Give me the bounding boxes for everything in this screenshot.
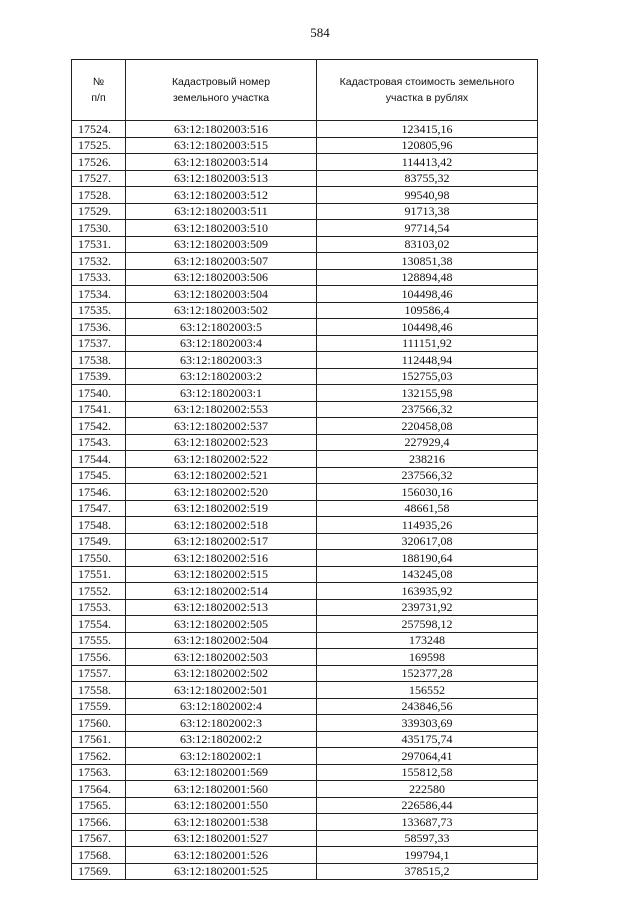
cadastral-cost: 83755,32 — [317, 170, 538, 187]
table-row — [72, 385, 538, 402]
header-cost-line2: участка в рублях — [385, 92, 469, 104]
row-number: 17569. — [72, 863, 126, 880]
row-number: 17535. — [72, 302, 126, 319]
table-row — [72, 302, 538, 319]
row-number: 17525. — [72, 137, 126, 154]
table-row — [72, 632, 538, 649]
row-number: 17548. — [72, 517, 126, 534]
table-row — [72, 269, 538, 286]
table-row — [72, 649, 538, 666]
cadastral-number: 63:12:1802002:516 — [126, 550, 317, 567]
row-number: 17552. — [72, 583, 126, 600]
row-number: 17544. — [72, 451, 126, 468]
table-row — [72, 731, 538, 748]
cadastral-number: 63:12:1802001:538 — [126, 814, 317, 831]
table-row — [72, 715, 538, 732]
cadastral-number: 63:12:1802003:504 — [126, 286, 317, 303]
cadastral-number: 63:12:1802002:501 — [126, 682, 317, 699]
table-row — [72, 682, 538, 699]
cadastral-number: 63:12:1802002:521 — [126, 467, 317, 484]
row-number: 17559. — [72, 698, 126, 715]
row-number: 17526. — [72, 154, 126, 171]
cadastral-cost: 226586,44 — [317, 797, 538, 814]
row-number: 17531. — [72, 236, 126, 253]
table-row — [72, 286, 538, 303]
table-row — [72, 154, 538, 171]
row-number: 17566. — [72, 814, 126, 831]
table-row — [72, 665, 538, 682]
cadastral-cost: 238216 — [317, 451, 538, 468]
table-row — [72, 467, 538, 484]
cadastral-cost: 320617,08 — [317, 533, 538, 550]
cadastral-number: 63:12:1802003:515 — [126, 137, 317, 154]
table-header-row — [72, 60, 538, 121]
row-number: 17567. — [72, 830, 126, 847]
cadastral-cost: 83103,02 — [317, 236, 538, 253]
table-row — [72, 352, 538, 369]
cadastral-number: 63:12:1802001:525 — [126, 863, 317, 880]
table-row — [72, 748, 538, 765]
row-number: 17557. — [72, 665, 126, 682]
cadastral-number: 63:12:1802003:3 — [126, 352, 317, 369]
cadastral-cost: 220458,08 — [317, 418, 538, 435]
cadastral-number: 63:12:1802002:520 — [126, 484, 317, 501]
cadastral-number: 63:12:1802002:522 — [126, 451, 317, 468]
row-number: 17546. — [72, 484, 126, 501]
table-row — [72, 253, 538, 270]
table-row — [72, 236, 538, 253]
cadastral-cost: 130851,38 — [317, 253, 538, 270]
cadastral-cost: 133687,73 — [317, 814, 538, 831]
table-body — [72, 121, 538, 880]
cadastral-cost: 297064,41 — [317, 748, 538, 765]
cadastral-cost: 237566,32 — [317, 467, 538, 484]
cadastral-number: 63:12:1802003:502 — [126, 302, 317, 319]
cadastral-cost: 48661,58 — [317, 500, 538, 517]
table-row — [72, 764, 538, 781]
row-number: 17551. — [72, 566, 126, 583]
cadastral-cost: 111151,92 — [317, 335, 538, 352]
row-number: 17542. — [72, 418, 126, 435]
row-number: 17540. — [72, 385, 126, 402]
cadastral-cost: 128894,48 — [317, 269, 538, 286]
cadastral-number: 63:12:1802003:2 — [126, 368, 317, 385]
cadastral-number: 63:12:1802002:515 — [126, 566, 317, 583]
table-row — [72, 401, 538, 418]
cadastral-number: 63:12:1802002:517 — [126, 533, 317, 550]
row-number: 17536. — [72, 319, 126, 336]
cadastral-cost: 120805,96 — [317, 137, 538, 154]
cadastral-number: 63:12:1802001:526 — [126, 847, 317, 864]
cadastral-number: 63:12:1802002:514 — [126, 583, 317, 600]
cadastral-cost: 132155,98 — [317, 385, 538, 402]
cadastral-number: 63:12:1802002:519 — [126, 500, 317, 517]
row-number: 17549. — [72, 533, 126, 550]
cadastral-cost: 143245,08 — [317, 566, 538, 583]
cadastral-number: 63:12:1802003:514 — [126, 154, 317, 171]
row-number: 17547. — [72, 500, 126, 517]
row-number: 17562. — [72, 748, 126, 765]
table-row — [72, 583, 538, 600]
row-number: 17529. — [72, 203, 126, 220]
cadastral-number: 63:12:1802003:516 — [126, 121, 317, 138]
table-row — [72, 418, 538, 435]
cadastral-cost: 156030,16 — [317, 484, 538, 501]
row-number: 17543. — [72, 434, 126, 451]
table-row — [72, 500, 538, 517]
cadastral-number: 63:12:1802003:507 — [126, 253, 317, 270]
table-row — [72, 187, 538, 204]
row-number: 17561. — [72, 731, 126, 748]
cadastral-cost: 173248 — [317, 632, 538, 649]
header-number — [72, 60, 126, 121]
cadastral-cost: 109586,4 — [317, 302, 538, 319]
cadastral-cost: 155812,58 — [317, 764, 538, 781]
table-row — [72, 203, 538, 220]
row-number: 17553. — [72, 599, 126, 616]
cadastral-number: 63:12:1802003:511 — [126, 203, 317, 220]
cadastral-cost: 199794,1 — [317, 847, 538, 864]
cadastral-cost: 378515,2 — [317, 863, 538, 880]
table-row — [72, 137, 538, 154]
cadastral-number: 63:12:1802002:518 — [126, 517, 317, 534]
cadastral-cost: 339303,69 — [317, 715, 538, 732]
table-row — [72, 121, 538, 138]
cadastral-cost: 163935,92 — [317, 583, 538, 600]
cadastral-cost: 237566,32 — [317, 401, 538, 418]
cadastral-number: 63:12:1802002:3 — [126, 715, 317, 732]
cadastral-cost: 243846,56 — [317, 698, 538, 715]
cadastral-cost: 239731,92 — [317, 599, 538, 616]
table-row — [72, 368, 538, 385]
row-number: 17532. — [72, 253, 126, 270]
cadastral-number: 63:12:1802003:509 — [126, 236, 317, 253]
header-number-line1: № — [92, 76, 105, 88]
table-row — [72, 698, 538, 715]
cadastral-number: 63:12:1802003:5 — [126, 319, 317, 336]
cadastral-cost: 112448,94 — [317, 352, 538, 369]
row-number: 17556. — [72, 649, 126, 666]
cadastral-number: 63:12:1802003:512 — [126, 187, 317, 204]
cadastral-cost: 257598,12 — [317, 616, 538, 633]
cadastral-cost: 97714,54 — [317, 220, 538, 237]
row-number: 17568. — [72, 847, 126, 864]
row-number: 17537. — [72, 335, 126, 352]
table-row — [72, 170, 538, 187]
cadastral-cost: 169598 — [317, 649, 538, 666]
cadastral-number: 63:12:1802002:502 — [126, 665, 317, 682]
cadastral-cost: 114935,26 — [317, 517, 538, 534]
row-number: 17564. — [72, 781, 126, 798]
cadastral-number: 63:12:1802002:553 — [126, 401, 317, 418]
cadastral-number: 63:12:1802003:506 — [126, 269, 317, 286]
row-number: 17530. — [72, 220, 126, 237]
table-row — [72, 451, 538, 468]
header-cadastral-cost — [317, 60, 538, 121]
cadastral-number: 63:12:1802002:513 — [126, 599, 317, 616]
cadastral-number: 63:12:1802002:505 — [126, 616, 317, 633]
cadastral-table — [71, 59, 538, 880]
table-row — [72, 550, 538, 567]
row-number: 17563. — [72, 764, 126, 781]
cadastral-cost: 188190,64 — [317, 550, 538, 567]
row-number: 17554. — [72, 616, 126, 633]
cadastral-number: 63:12:1802003:4 — [126, 335, 317, 352]
cadastral-number: 63:12:1802001:560 — [126, 781, 317, 798]
table-row — [72, 434, 538, 451]
row-number: 17565. — [72, 797, 126, 814]
cadastral-cost: 222580 — [317, 781, 538, 798]
cadastral-cost: 227929,4 — [317, 434, 538, 451]
row-number: 17524. — [72, 121, 126, 138]
row-number: 17539. — [72, 368, 126, 385]
row-number: 17528. — [72, 187, 126, 204]
header-cost-line1: Кадастровая стоимость земельного — [339, 76, 515, 88]
cadastral-cost: 123415,16 — [317, 121, 538, 138]
row-number: 17558. — [72, 682, 126, 699]
row-number: 17538. — [72, 352, 126, 369]
header-cadastral-line1: Кадастровый номер — [171, 76, 271, 88]
header-cadastral-number — [126, 60, 317, 121]
cadastral-number: 63:12:1802002:503 — [126, 649, 317, 666]
cadastral-cost: 152755,03 — [317, 368, 538, 385]
row-number: 17527. — [72, 170, 126, 187]
table-row — [72, 517, 538, 534]
cadastral-cost: 104498,46 — [317, 319, 538, 336]
cadastral-number: 63:12:1802001:527 — [126, 830, 317, 847]
cadastral-cost: 152377,28 — [317, 665, 538, 682]
row-number: 17560. — [72, 715, 126, 732]
table-row — [72, 797, 538, 814]
cadastral-cost: 435175,74 — [317, 731, 538, 748]
row-number: 17534. — [72, 286, 126, 303]
row-number: 17555. — [72, 632, 126, 649]
cadastral-number: 63:12:1802002:4 — [126, 698, 317, 715]
table-row — [72, 599, 538, 616]
cadastral-cost: 99540,98 — [317, 187, 538, 204]
cadastral-number: 63:12:1802002:523 — [126, 434, 317, 451]
cadastral-cost: 58597,33 — [317, 830, 538, 847]
cadastral-cost: 156552 — [317, 682, 538, 699]
table-row — [72, 616, 538, 633]
table-row — [72, 781, 538, 798]
header-cadastral-line2: земельного участка — [172, 92, 270, 104]
row-number: 17533. — [72, 269, 126, 286]
row-number: 17550. — [72, 550, 126, 567]
cadastral-cost: 114413,42 — [317, 154, 538, 171]
cadastral-number: 63:12:1802003:513 — [126, 170, 317, 187]
cadastral-number: 63:12:1802002:537 — [126, 418, 317, 435]
table-row — [72, 863, 538, 880]
cadastral-cost: 104498,46 — [317, 286, 538, 303]
table-row — [72, 484, 538, 501]
header-number-line2: п/п — [91, 92, 106, 104]
table-row — [72, 847, 538, 864]
table-row — [72, 566, 538, 583]
table-row — [72, 220, 538, 237]
page-number: 584 — [310, 25, 330, 40]
table-row — [72, 533, 538, 550]
cadastral-cost: 91713,38 — [317, 203, 538, 220]
row-number: 17545. — [72, 467, 126, 484]
cadastral-number: 63:12:1802002:2 — [126, 731, 317, 748]
cadastral-number: 63:12:1802001:569 — [126, 764, 317, 781]
row-number: 17541. — [72, 401, 126, 418]
table-row — [72, 319, 538, 336]
cadastral-number: 63:12:1802002:1 — [126, 748, 317, 765]
table-row — [72, 814, 538, 831]
cadastral-number: 63:12:1802003:1 — [126, 385, 317, 402]
cadastral-number: 63:12:1802001:550 — [126, 797, 317, 814]
table-row — [72, 335, 538, 352]
table-row — [72, 830, 538, 847]
cadastral-number: 63:12:1802003:510 — [126, 220, 317, 237]
cadastral-number: 63:12:1802002:504 — [126, 632, 317, 649]
